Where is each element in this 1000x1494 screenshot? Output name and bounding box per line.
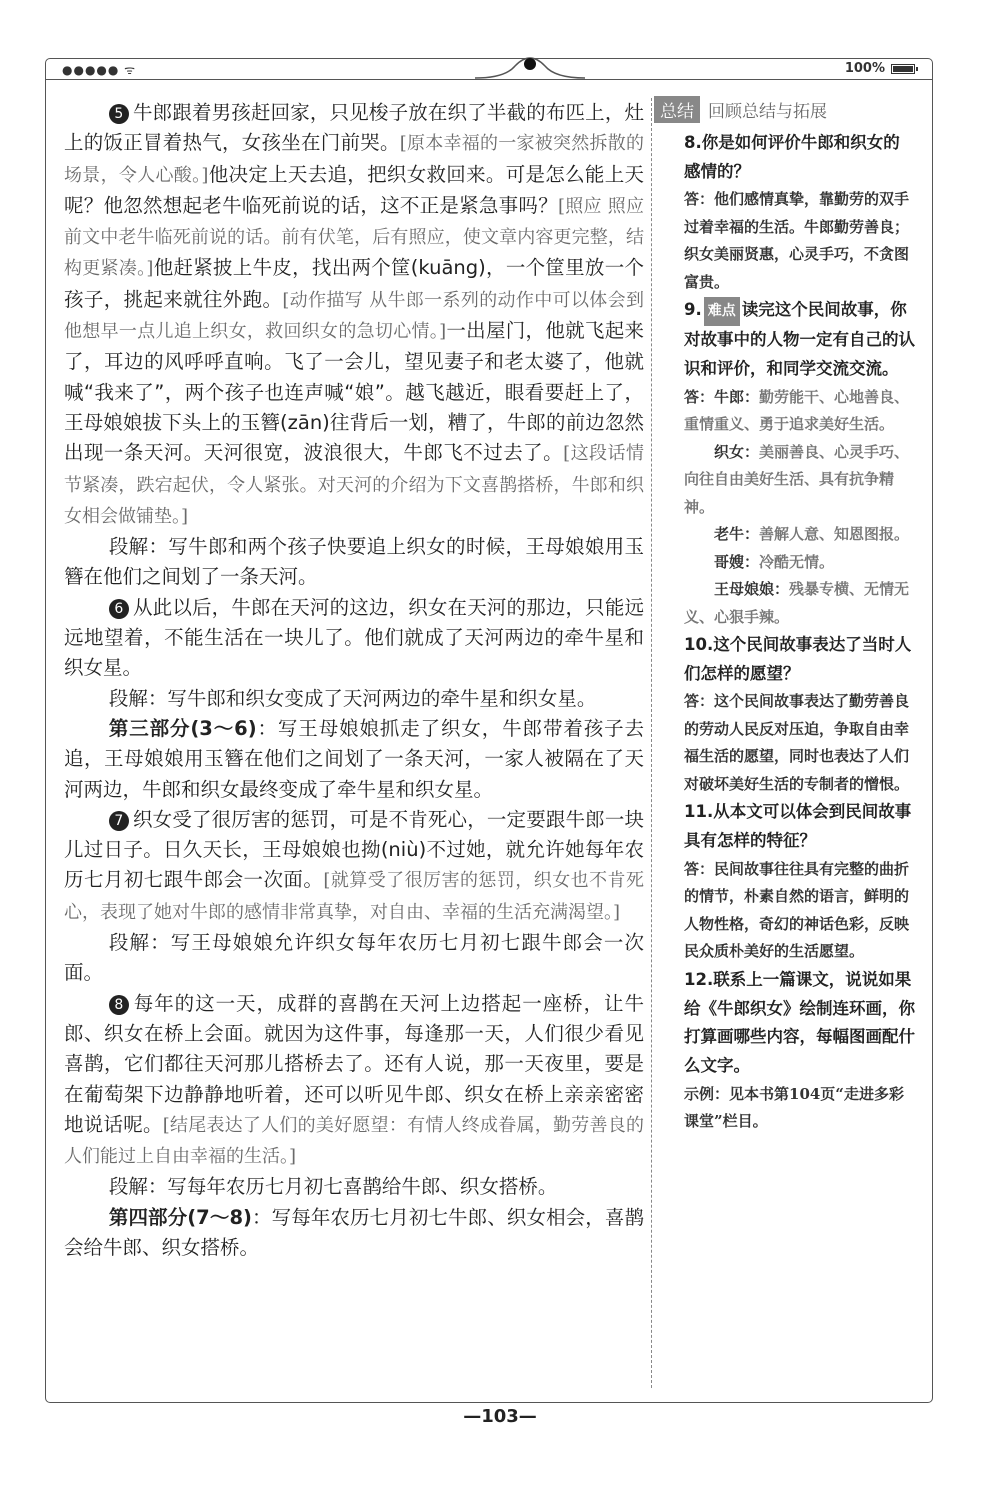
paragraph-number: 5 bbox=[109, 104, 129, 124]
signal-icon: ●●●●● ᯤ bbox=[62, 63, 137, 77]
answer-8: 答：他们感情真挚，靠勤劳的双手过着幸福的生活。牛郎勤劳善良；织女美丽贤惠，心灵手巧，不贪图富贵。 bbox=[684, 190, 910, 291]
paragraph-7: 7 织女受了很厉害的惩罚，可是不肯死心，一定要跟牛郎一块儿过日子。日久天长，王母娘娘也拗(niù)不过她，就允许她每年农历七月初七跟牛郎会一次面。[就算受了很厉害的惩罚，织女也不肯死心，表现了她对牛郎的感情非常真挚，对自由、幸福的生活充满渴望。] bbox=[64, 807, 644, 923]
section-header bbox=[660, 96, 916, 123]
main-text-column bbox=[64, 98, 644, 1263]
summary-column bbox=[660, 96, 916, 1136]
question-9: 9. 难点 读完这个民间故事，你对故事中的人物一定有自己的认识和评价，和同学交流交流。 bbox=[684, 296, 916, 383]
answer-11: 答：民间故事往往具有完整的曲折的情节，朴素自然的语言，鲜明的人物性格，奇幻的神话色彩，反映民众质朴美好的生活愿望。 bbox=[684, 859, 910, 961]
paragraph-6: 6 从此以后，牛郎在天河的这边，织女在天河的那边，只能远远地望着，不能生活在一块儿了。他们就成了天河两边的牵牛星和织女星。 bbox=[64, 595, 644, 680]
answer-9-item: 哥嫂：冷酷无情。 bbox=[714, 552, 835, 571]
paragraph-number: 7 bbox=[109, 811, 129, 831]
annotation: [原本幸福的一家被突然拆散的场景，令人心酸。] bbox=[64, 133, 644, 186]
annotation: [这段话情节紧凑，跌宕起伏，令人紧张。对天河的介绍为下文喜鹊搭桥，牛郎和织女相会做铺垫。] bbox=[64, 443, 644, 527]
question-8: 8.你是如何评价牛郎和织女的感情的？ bbox=[684, 133, 900, 181]
answer-9-item: 王母娘娘：残暴专横、无情无义、心狠手辣。 bbox=[684, 580, 910, 626]
annotation: [动作描写 从牛郎一系列的动作中可以体会到他想早一点儿追上织女，救回织女的急切心情。] bbox=[64, 289, 644, 343]
page-number: —103— bbox=[463, 1406, 537, 1427]
camera-notch-icon bbox=[475, 56, 585, 86]
status-bar bbox=[45, 58, 933, 80]
paragraph-8: 8 每年的这一天，成群的喜鹊在天河上边搭起一座桥，让牛郎、织女在桥上会面。就因为这件事，每逢那一天，人们很少看见喜鹊，它们都往天河那儿搭桥去了。还有人说，那一天夜里，要是在葡萄架下边静静地听着，还可以听见牛郎、织女在桥上亲亲密密地说话呢。[结尾表达了人们的美好愿望：有情人终成眷属，勤劳善良的人们能过上自由幸福的生活。] bbox=[64, 991, 644, 1168]
paragraph-explanation: 段解：写王母娘娘允许织女每年农历七月初七跟牛郎会一次面。 bbox=[64, 931, 644, 985]
section-title: 回顾总结与拓展 bbox=[708, 102, 827, 122]
answer-9-item: 老牛：善解人意、知恩图报。 bbox=[714, 525, 910, 544]
answer-9-item: 答：牛郎：勤劳能干、心地善良、重情重义、勇于追求美好生活。 bbox=[684, 387, 910, 434]
paragraph-5: 5 牛郎跟着男孩赶回家，只见梭子放在织了半截的布匹上，灶上的饭正冒着热气，女孩坐在门前哭。[原本幸福的一家被突然拆散的场景，令人心酸。]他决定上天去追，把织女救回来。可是怎么能上天呢？他忽然想起老牛临死前说的话，这不正是紧急事吗？[照应 照应前文中老牛临死前说的话。前有伏笔，后有照应，使文章内容更完整，结构更紧凑。]他赶紧披上牛皮，找出两个筐(kuāng)，一个筐里放一个孩子，挑起来就往外跑。[动作描写 从牛郎一系列的动作中可以体会到他想早一点儿追上织女，救回织女的急切心情。]一出屋门，他就飞起来了，耳边的风呼呼直响。飞了一会儿，望见妻子和老太婆了，他就喊“我来了”，两个孩子也连声喊“娘”。越飞越近，眼看要赶上了，王母娘娘拔下头上的玉簪(zān)往背后一划，糟了，牛郎的前边忽然出现一条天河。天河很宽，波浪很大，牛郎飞不过去了。[这段话情节紧凑，跌宕起伏，令人紧张。对天河的介绍为下文喜鹊搭桥，牛郎和织女相会做铺垫。] bbox=[64, 101, 644, 527]
annotation: [就算受了很厉害的惩罚，织女也不肯死心，表现了她对牛郎的感情非常真挚，对自由、幸福的生活充满渴望。] bbox=[64, 870, 644, 923]
question-12: 12.联系上一篇课文，说说如果给《牛郎织女》绘制连环画，你打算画哪些内容，每幅图画配什么文字。 bbox=[684, 969, 915, 1075]
answer-12: 示例：见本书第104页“走进多彩课堂”栏目。 bbox=[684, 1084, 904, 1131]
section-tag: 总结 bbox=[654, 96, 700, 123]
annotation: [结尾表达了人们的美好愿望：有情人终成眷属，勤劳善良的人们能过上自由幸福的生活。] bbox=[64, 1114, 644, 1168]
battery-percent: 100% bbox=[844, 61, 885, 76]
question-10: 10.这个民间故事表达了当时人们怎样的愿望？ bbox=[684, 635, 912, 683]
paragraph-number: 8 bbox=[109, 995, 129, 1015]
paragraph-explanation: 段解：写牛郎和两个孩子快要追上织女的时候，王母娘娘用玉簪在他们之间划了一条天河。 bbox=[64, 535, 644, 589]
question-11: 11.从本文可以体会到民间故事具有怎样的特征？ bbox=[684, 802, 912, 851]
answer-10: 答：这个民间故事表达了勤劳善良的劳动人民反对压迫，争取自由幸福生活的愿望，同时也表达了人们对破坏美好生活的专制者的憎恨。 bbox=[684, 692, 910, 793]
battery-icon bbox=[891, 64, 915, 74]
annotation: [照应 照应前文中老牛临死前说的话。前有伏笔，后有照应，使文章内容更完整，结构更紧凑。] bbox=[64, 195, 644, 280]
paragraph-explanation: 段解：写牛郎和织女变成了天河两边的牵牛星和织女星。 bbox=[108, 686, 597, 710]
column-divider bbox=[651, 98, 652, 1388]
part-summary: 第三部分(3～6)：写王母娘娘抓走了织女，牛郎带着孩子去追，王母娘娘用玉簪在他们之间划了一条天河，一家人被隔在了天河两边，牛郎和织女最终变成了牵牛星和织女星。 bbox=[64, 716, 644, 801]
difficulty-badge: 难点 bbox=[704, 297, 740, 326]
paragraph-number: 6 bbox=[109, 599, 129, 619]
part-summary: 第四部分(7～8)：写每年农历七月初七牛郎、织女相会，喜鹊会给牛郎、织女搭桥。 bbox=[64, 1205, 644, 1259]
paragraph-explanation: 段解：写每年农历七月初七喜鹊给牛郎、织女搭桥。 bbox=[108, 1175, 558, 1199]
answer-9-item: 织女：美丽善良、心灵手巧、向往自由美好生活、具有抗争精神。 bbox=[684, 442, 910, 516]
